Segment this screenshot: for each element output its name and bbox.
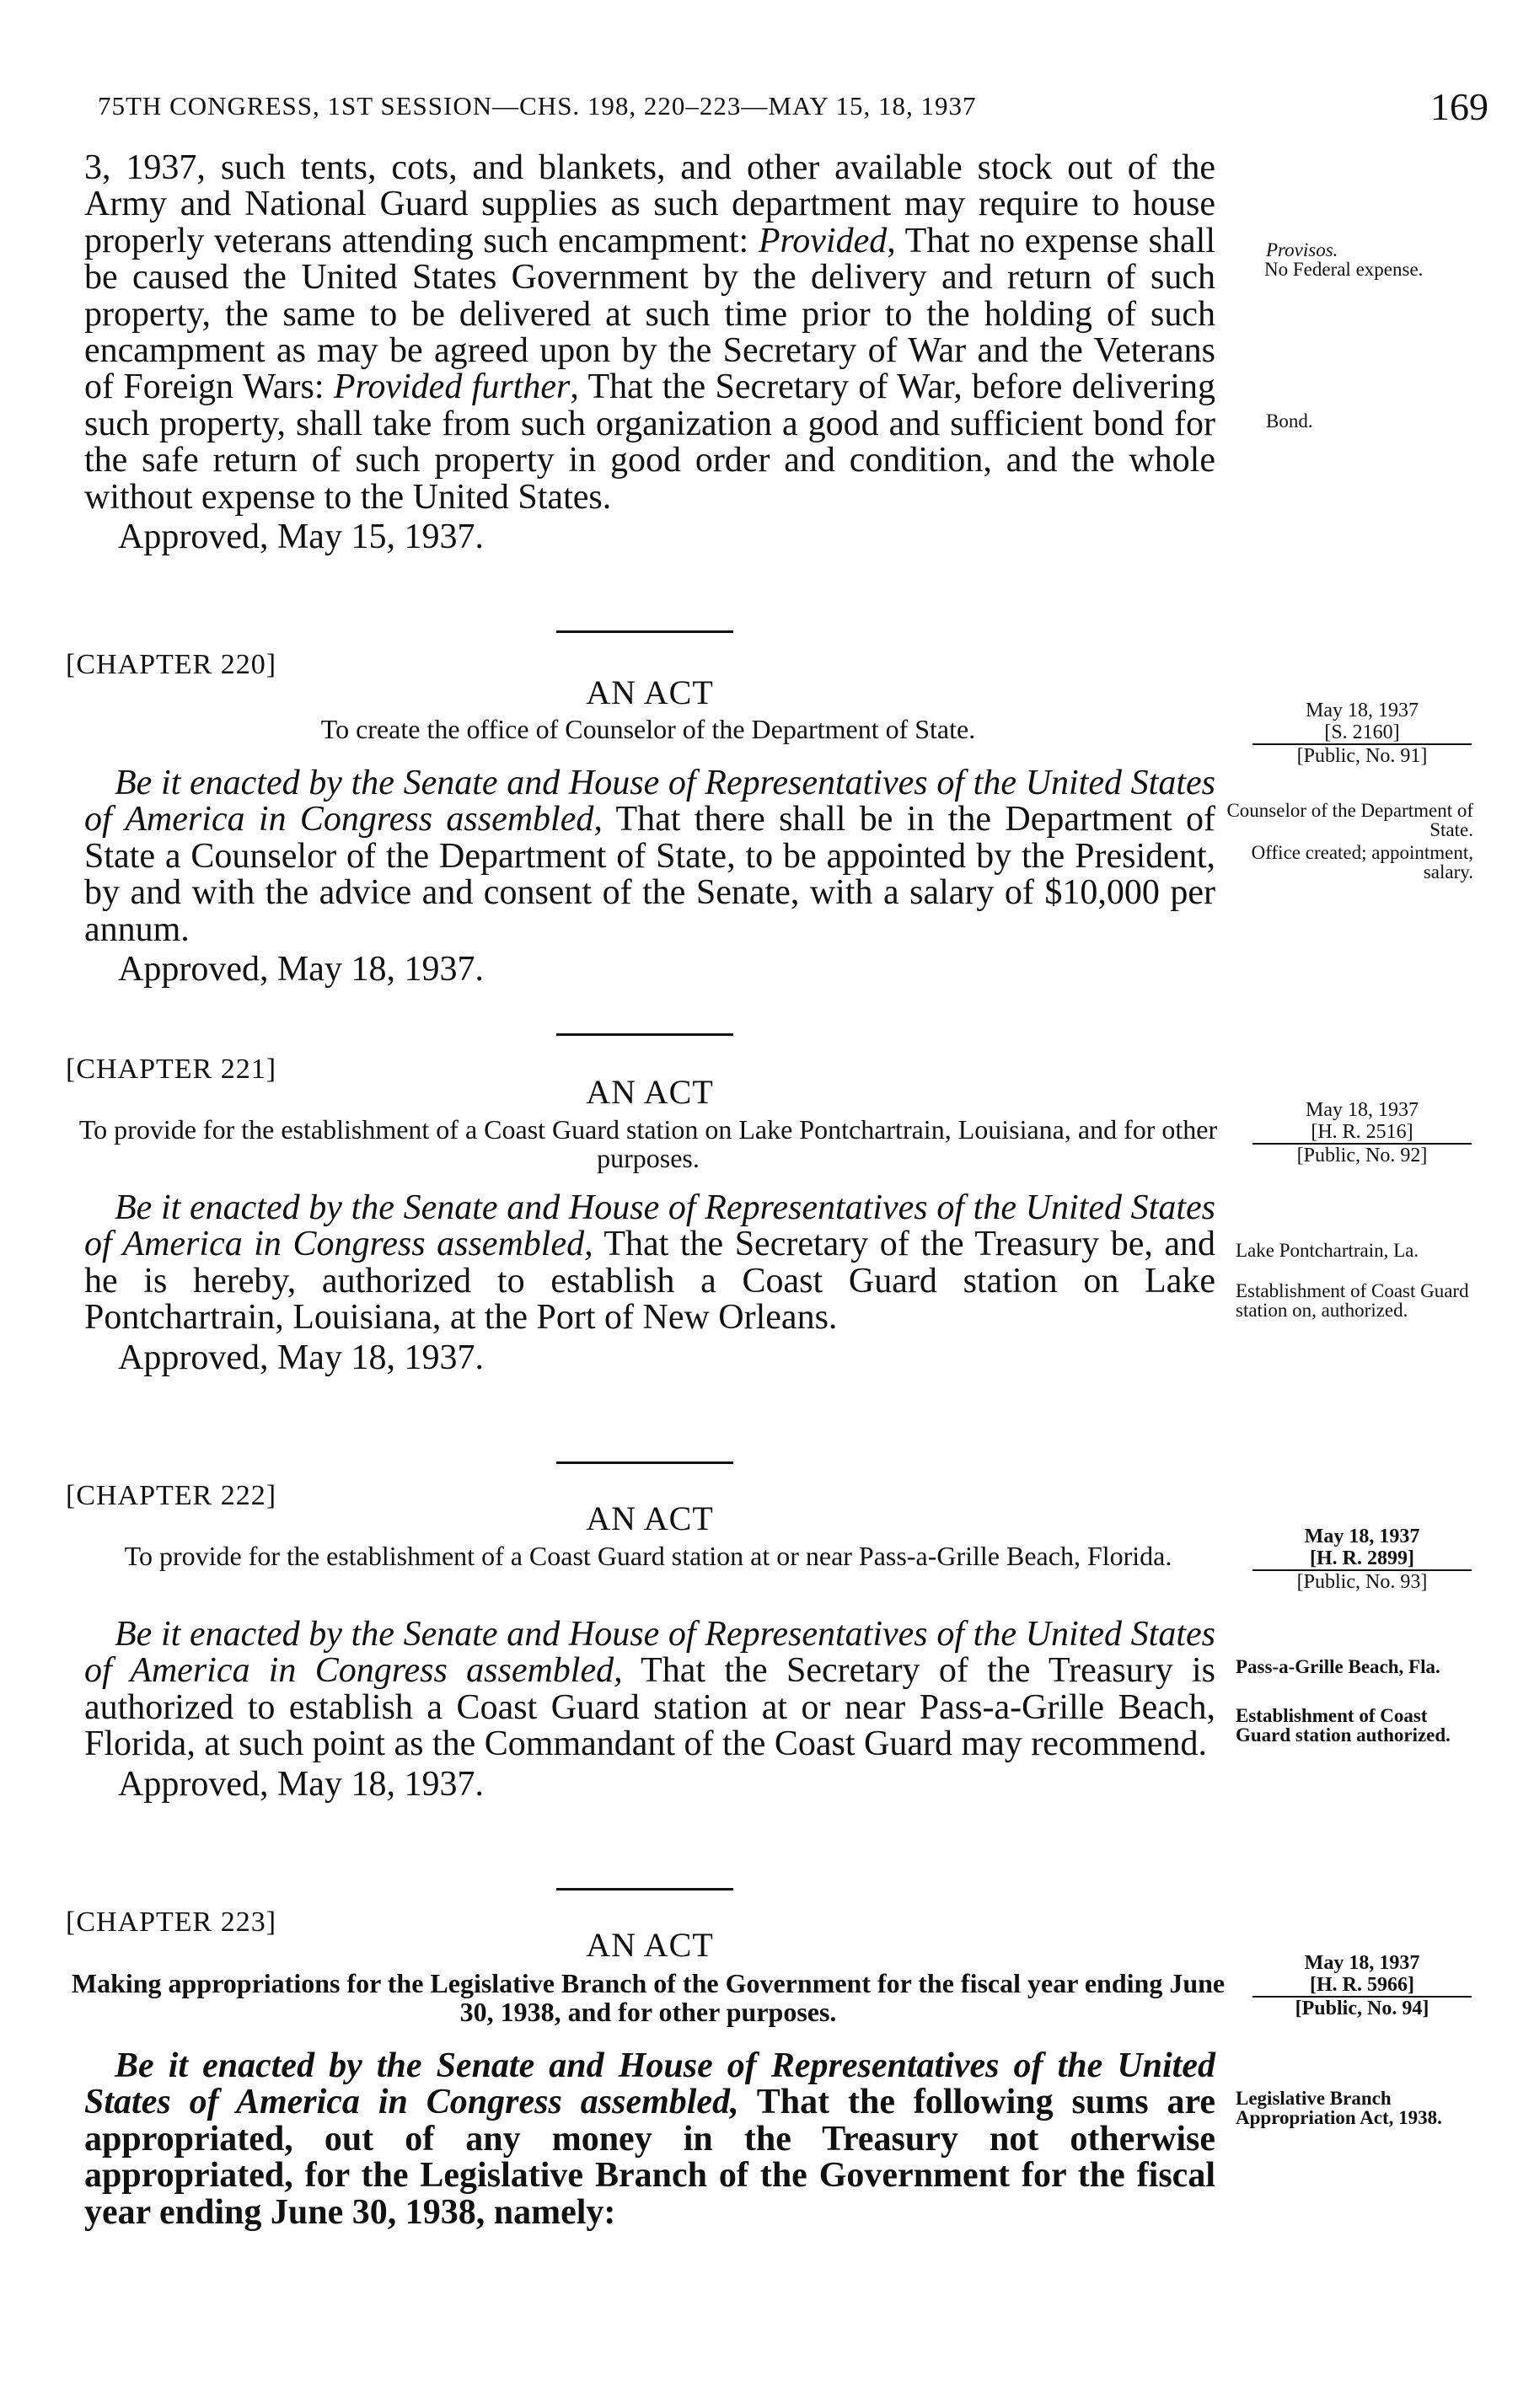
chapter-220-purpose: To create the office of Counselor of the Department of State. [320,714,976,744]
chapter-198-approved: Approved, May 15, 1937. [118,518,484,557]
running-head-text: 75TH CONGRESS, 1ST SESSION—CHS. 198, 220–223—MAY 15, 18, 1937 [98,91,977,121]
chapter-220-text: That there shall be in the Department of State a Counselor of the Department of State, to be appointed by the President, by and with the advice and consent of the Senate, with a salary of $10,000 per annum. [84,800,1216,949]
chapter-223-purpose: Making appropriations for the Legislative Branch of the Government for the fiscal year ending June 30, 1938, and for other purposes. [71,1968,1226,2027]
chapter-221-margin-note-2: Establishment of Coast Guard station on, authorized. [1236,1280,1469,1321]
chapter-220-enacting-clause: Be it enacted by the Senate and House of Representatives of the United States of America in Congress assembled, [84,764,1215,839]
chapter-223-text: That the following sums are appropriated, out of any money in the Treasury not otherwise appropriated, for the Legislative Branch of the Government for the fiscal year ending June 30, 1938, namely: [84,2083,1215,2232]
section-divider [556,1461,733,1464]
chapter-222-reference [1252,1526,1472,1593]
page-number: 169 [1430,85,1488,128]
chapter-222-public-law: [Public, No. 93] [1296,1571,1428,1593]
chapter-220-margin-note-2: Office created; appointment, salary. [1251,842,1473,882]
section-divider [556,1033,733,1036]
chapter-220-bill: [S. 2160] [1252,721,1472,745]
chapter-220-public-law: [Public, No. 91] [1296,745,1428,767]
margin-note-no-federal-expense: No Federal expense. [1264,259,1424,280]
chapter-221-public-law: [Public, No. 92] [1296,1145,1428,1166]
margin-note-provisos: Provisos. [1266,239,1338,260]
chapter-222-margin-note-2: Establishment of Coast Guard station authorized. [1236,1705,1451,1746]
chapter-220-body [84,765,1215,988]
chapter-222-approved: Approved, May 18, 1937. [118,1764,484,1804]
chapter-222-bill: [H. R. 2899] [1252,1547,1472,1571]
chapter-223-reference [1252,1952,1472,2019]
chapter-220-reference [1252,700,1472,767]
chapter-221-margin-note-1: Lake Pontchartrain, La. [1236,1240,1419,1261]
chapter-223-enacting-clause: Be it enacted by the Senate and House of Representatives of the United States of America in Congress assembled, [84,2046,1215,2122]
chapter-220-date: May 18, 1937 [1306,700,1419,721]
chapter-221-approved: Approved, May 18, 1937. [118,1338,484,1377]
chapter-221-date: May 18, 1937 [1306,1099,1419,1121]
chapter-223-heading: [CHAPTER 223] [66,1907,277,1938]
chapter-221-text: That the Secretary of the Treasury be, and he is hereby, authorized to establish a Coast Guard station on Lake Pontchartrain, Louisiana, at the Port of New Orleans. [84,1225,1216,1338]
chapter-220-margin-note-1: Counselor of the Department of State. [1226,800,1473,840]
chapter-222-text: That the Secretary of the Treasury is authorized to establish a Coast Guard station at or near Pass-a-Grille Beach, Florida, at such point as the Commandant of the Coast Guard may recommend. [84,1651,1216,1764]
chapter-198-continuation [84,150,1215,555]
chapter-223-public-law: [Public, No. 94] [1295,1998,1429,2019]
margin-note-bond: Bond. [1266,410,1313,432]
section-divider [556,1888,733,1890]
chapter-223-margin-note: Legislative Branch Appropriation Act, 1938. [1236,2088,1442,2128]
chapter-220-heading: [CHAPTER 220] [66,649,277,680]
chapter-222-body [84,1617,1215,1803]
chapter-220-approved: Approved, May 18, 1937. [118,950,484,989]
chapter-221-heading: [CHAPTER 221] [66,1054,277,1085]
chapter-221-purpose: To provide for the establishment of a Coast Guard station on Lake Pontchartrain, Louisiana, and for other purposes. [78,1114,1218,1173]
chapter-223-bill: [H. R. 5966] [1252,1974,1472,1998]
chapter-223-act-title: AN ACT [586,1926,714,1964]
section-divider [556,630,733,633]
chapter-221-body [84,1190,1215,1376]
chapter-221-bill: [H. R. 2516] [1252,1121,1472,1145]
chapter-223-body [84,2048,1215,2231]
chapter-198-text: 3, 1937, such tents, cots, and blankets, and other available stock out of the Army and National Guard supplies as such department may require to house properly veterans attending such encampment: Provided, That no expense shall be caused the United States Government by the delivery and return of such property, the same to be delivered at such time prior to the holding of such encampment as may be agreed upon by the Secretary of War and the Veterans of Foreign Wars: Provided further, That the Secretary of War, before delivering such property, shall take from such organization a good and sufficient bond for the safe return of such property in good order and condition, and the whole without expense to the United States. [84,148,1216,517]
chapter-221-act-title: AN ACT [586,1073,714,1111]
chapter-222-act-title: AN ACT [586,1499,714,1537]
chapter-222-enacting-clause: Be it enacted by the Senate and House of Representatives of the United States of America in Congress assembled, [84,1615,1215,1691]
chapter-222-purpose: To provide for the establishment of a Coast Guard station at or near Pass-a-Grille Beach, Florida. [124,1541,1172,1571]
chapter-221-reference [1252,1099,1472,1166]
chapter-223-date: May 18, 1937 [1304,1952,1420,1974]
chapter-220-act-title: AN ACT [586,673,714,711]
chapter-221-enacting-clause: Be it enacted by the Senate and House of Representatives of the United States of America in Congress assembled, [84,1188,1215,1264]
chapter-222-margin-note-1: Pass-a-Grille Beach, Fla. [1236,1656,1440,1677]
running-head [98,84,1488,135]
chapter-222-heading: [CHAPTER 222] [66,1480,277,1511]
chapter-222-date: May 18, 1937 [1304,1526,1420,1547]
